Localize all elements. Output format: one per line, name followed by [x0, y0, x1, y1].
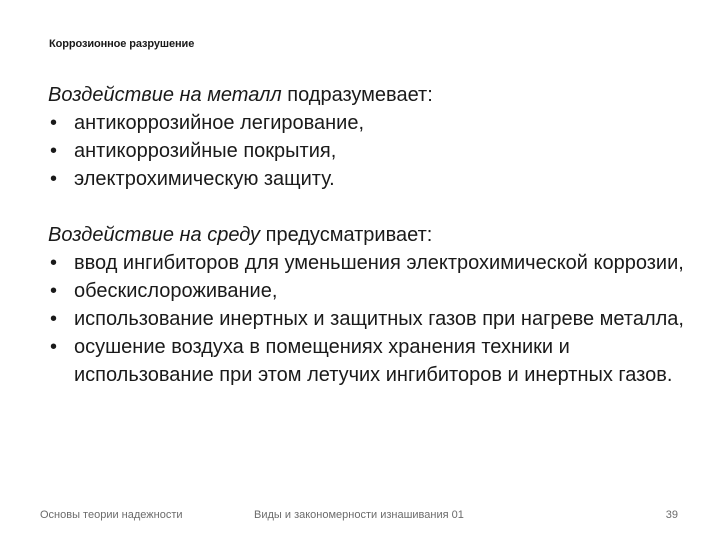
list-item — [48, 165, 688, 193]
list-item — [48, 137, 688, 165]
section-environment — [48, 221, 688, 389]
bullet-icon: • — [50, 308, 58, 330]
list-item-text: ввод ингибиторов для уменьшения электрохимической коррозии, — [74, 252, 684, 274]
bullet-icon: • — [50, 336, 58, 358]
list-item-text: электрохимическую защиту. — [74, 168, 335, 190]
list-item — [48, 333, 688, 389]
section-heading — [48, 81, 688, 109]
footer-course-title: Основы теории надежности — [40, 509, 183, 521]
bullet-icon: • — [50, 140, 58, 162]
section-heading-italic: Воздействие на металл — [48, 84, 282, 106]
bullet-list — [48, 109, 688, 193]
list-item — [48, 277, 688, 305]
list-item — [48, 249, 688, 277]
section-heading-rest: подразумевает: — [281, 84, 433, 106]
section-metal — [48, 81, 688, 193]
bullet-icon: • — [50, 280, 58, 302]
list-item-text: осушение воздуха в помещениях хранения техники и использование при этом летучих ингибиторов и инертных газов. — [74, 336, 673, 386]
section-heading-italic: Воздействие на среду — [48, 224, 261, 246]
section-heading — [48, 221, 688, 249]
section-heading-rest: предусматривает: — [260, 224, 433, 246]
list-item-text: антикоррозийное легирование, — [74, 112, 365, 134]
slide-content — [48, 81, 688, 389]
bullet-icon: • — [50, 112, 58, 134]
bullet-icon: • — [50, 252, 58, 274]
page-number: 39 — [665, 509, 678, 521]
slide-title: Коррозионное разрушение — [49, 38, 195, 50]
list-item-text: антикоррозийные покрытия, — [74, 140, 337, 162]
list-item-text: обескислороживание, — [74, 280, 278, 302]
list-item-text: использование инертных и защитных газов при нагреве металла, — [74, 308, 684, 330]
list-item — [48, 109, 688, 137]
footer-topic-title: Виды и закономерности изнашивания 01 — [254, 509, 464, 521]
list-item — [48, 305, 688, 333]
bullet-icon: • — [50, 168, 58, 190]
bullet-list — [48, 249, 688, 389]
